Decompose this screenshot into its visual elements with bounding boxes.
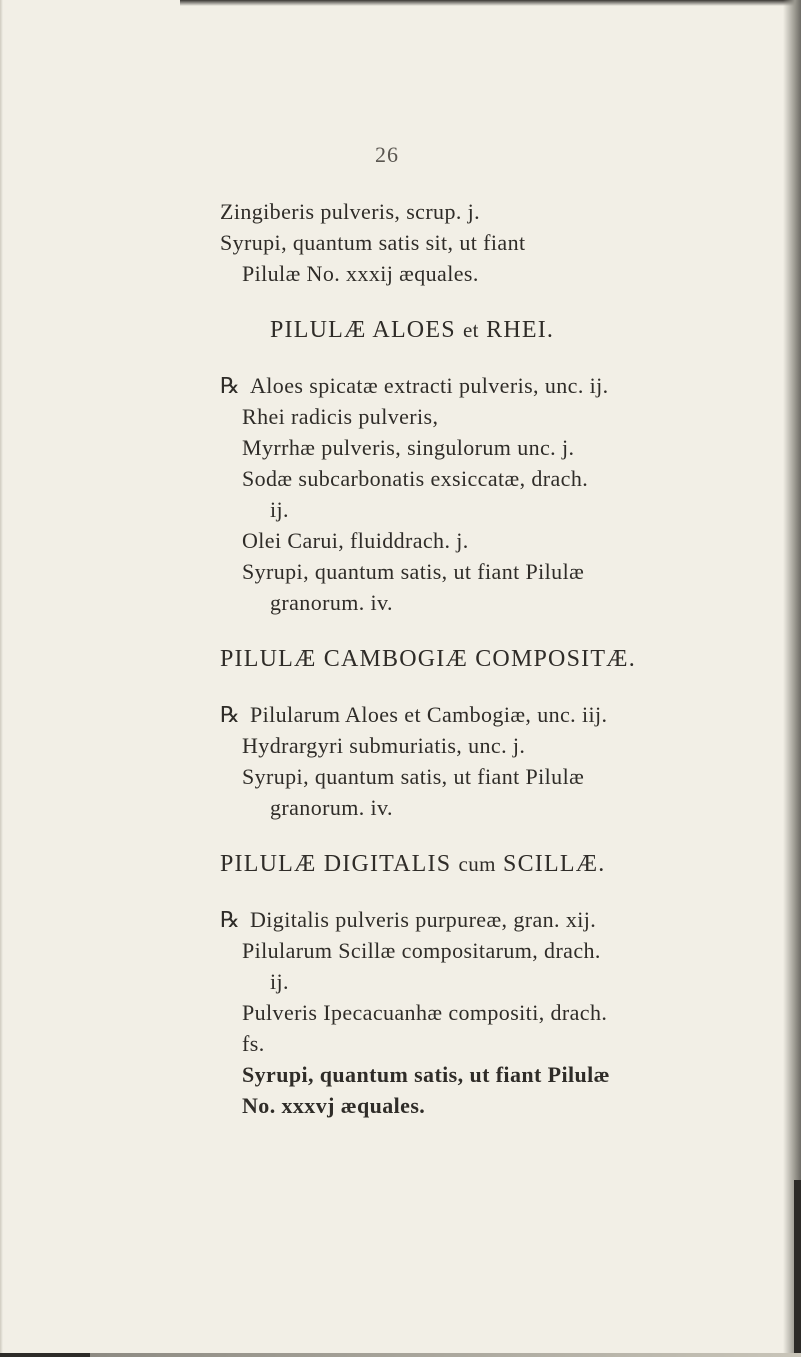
ingredient-line: Hydrargyri submuriatis, unc. j. bbox=[242, 733, 526, 758]
intro-line-3: Pilulæ No. xxxij æquales. bbox=[242, 261, 479, 286]
recipe-symbol: ℞ bbox=[220, 702, 241, 727]
ingredient-line: Rhei radicis pulveris, bbox=[242, 404, 439, 429]
ingredient-line: Olei Carui, fluiddrach. j. bbox=[242, 528, 469, 553]
ingredient-line: fs. bbox=[242, 1031, 265, 1056]
ingredient-text: Pilularum Aloes et Cambogiæ, unc. iij. bbox=[250, 702, 608, 727]
heading-main: PILULÆ ALOES bbox=[270, 317, 456, 343]
ingredient-line: Syrupi, quantum satis, ut fiant Pilulæ bbox=[242, 764, 585, 789]
intro-line-1: Zingiberis pulveris, scrup. j. bbox=[220, 199, 481, 224]
page-number: 26 bbox=[375, 142, 399, 167]
recipe-line bbox=[220, 699, 780, 730]
recipe-symbol: ℞ bbox=[220, 907, 241, 932]
section-heading-digitalis-scillae bbox=[220, 849, 780, 880]
ingredient-line: granorum. iv. bbox=[270, 590, 393, 615]
ingredient-line: No. xxxvj æquales. bbox=[242, 1093, 426, 1118]
heading-joiner: cum bbox=[458, 852, 496, 876]
ingredient-line: Myrrhæ pulveris, singulorum unc. j. bbox=[242, 435, 575, 460]
heading-end: RHEI. bbox=[486, 317, 555, 343]
scan-edge-right bbox=[783, 0, 801, 1357]
intro-line-2: Syrupi, quantum satis sit, ut fiant bbox=[220, 230, 526, 255]
ingredient-line: Syrupi, quantum satis, ut fiant Pilulæ bbox=[242, 559, 585, 584]
recipe-symbol: ℞ bbox=[220, 373, 241, 398]
scan-edge-right-shadow bbox=[794, 1180, 801, 1357]
heading-joiner: et bbox=[462, 318, 479, 342]
scan-edge-bottom bbox=[0, 1353, 801, 1357]
ingredient-line: ij. bbox=[270, 497, 289, 522]
section-heading-cambogiae: PILULÆ CAMBOGIÆ COMPOSITÆ. bbox=[220, 646, 636, 672]
ingredient-line: Sodæ subcarbonatis exsiccatæ, drach. bbox=[242, 466, 589, 491]
ingredient-line: Pilularum Scillæ compositarum, drach. bbox=[242, 938, 601, 963]
recipe-line bbox=[220, 904, 780, 935]
heading-end: SCILLÆ. bbox=[503, 851, 606, 877]
section-heading-aloes-rhei bbox=[220, 315, 780, 346]
ingredient-line: Syrupi, quantum satis, ut fiant Pilulæ bbox=[242, 1062, 610, 1087]
heading-main: PILULÆ DIGITALIS bbox=[220, 851, 452, 877]
ingredient-line: granorum. iv. bbox=[270, 795, 393, 820]
ingredient-text: Digitalis pulveris purpureæ, gran. xij. bbox=[250, 907, 597, 932]
recipe-line bbox=[220, 370, 780, 401]
ingredient-line: ij. bbox=[270, 969, 289, 994]
ingredient-line: Pulveris Ipecacuanhæ compositi, drach. bbox=[242, 1000, 608, 1025]
ingredient-text: Aloes spicatæ extracti pulveris, unc. ij. bbox=[250, 373, 609, 398]
page-text bbox=[220, 196, 780, 1121]
scan-edge-top bbox=[180, 0, 801, 6]
scan-edge-left bbox=[0, 0, 3, 1357]
